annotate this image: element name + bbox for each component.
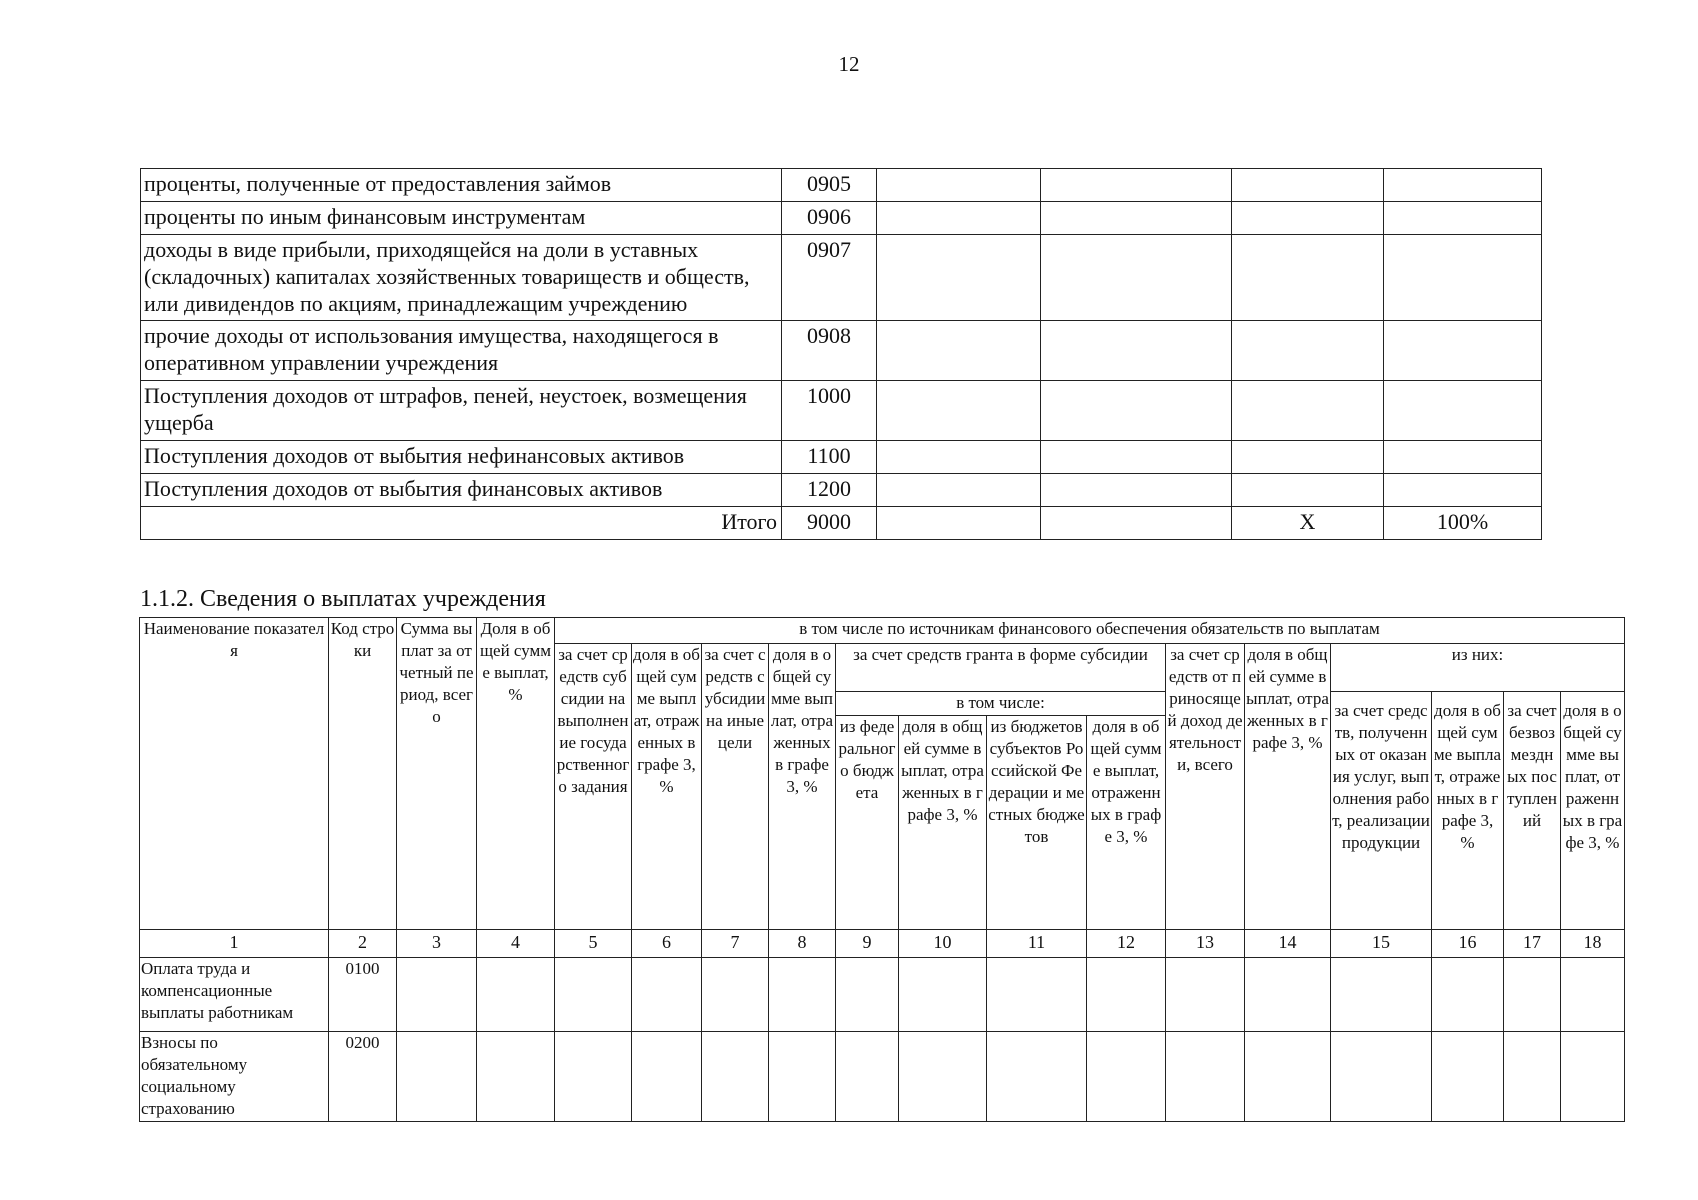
column-number: 15: [1331, 930, 1432, 958]
empty-cell: [1232, 235, 1384, 321]
header-code: Код строки: [329, 618, 397, 930]
empty-cell: [1232, 474, 1384, 507]
empty-cell: [1384, 381, 1542, 441]
row-code: 0907: [782, 235, 877, 321]
empty-cell: [1504, 958, 1561, 1032]
empty-cell: [836, 1032, 899, 1122]
table-row: [141, 381, 1542, 441]
empty-cell: [769, 958, 836, 1032]
table-row: [141, 235, 1542, 321]
column-number: 10: [899, 930, 987, 958]
header-col5: за счет средств субсидии на выполнение государственного задания: [555, 644, 632, 930]
column-number: 5: [555, 930, 632, 958]
table-row: [140, 958, 1625, 1032]
empty-cell: [1232, 202, 1384, 235]
column-number: 16: [1432, 930, 1504, 958]
total-percent: 100%: [1384, 507, 1542, 540]
empty-cell: [555, 1032, 632, 1122]
empty-cell: [1232, 381, 1384, 441]
empty-cell: [1166, 1032, 1245, 1122]
payments-table: [139, 617, 1625, 1122]
row-name: Поступления доходов от выбытия нефинансовых активов: [141, 441, 782, 474]
header-name: Наименование показателя: [140, 618, 329, 930]
empty-cell: [1041, 235, 1232, 321]
row-code: 0906: [782, 202, 877, 235]
header-col15: за счет средств, полученных от оказания услуг, выполнения работ, реализации продукции: [1331, 692, 1432, 930]
empty-cell: [836, 958, 899, 1032]
income-table: [140, 168, 1542, 540]
empty-cell: [877, 474, 1041, 507]
empty-cell: [987, 958, 1087, 1032]
row-name: Взносы по обязательному социальному страхованию: [140, 1032, 329, 1122]
empty-cell: [1384, 441, 1542, 474]
row-name: Поступления доходов от штрафов, пеней, неустоек, возмещения ущерба: [141, 381, 782, 441]
row-code: 0200: [329, 1032, 397, 1122]
table-row: [141, 321, 1542, 381]
empty-cell: [1384, 202, 1542, 235]
header-sources-group: в том числе по источникам финансового обеспечения обязательств по выплатам: [555, 618, 1625, 644]
header-col12: доля в общей сумме выплат, отраженных в графе 3, %: [1087, 716, 1166, 930]
empty-cell: [877, 507, 1041, 540]
column-number: 11: [987, 930, 1087, 958]
row-code: 0100: [329, 958, 397, 1032]
empty-cell: [1561, 1032, 1625, 1122]
empty-cell: [899, 958, 987, 1032]
row-name: прочие доходы от использования имущества, находящегося в оперативном управлении учреждения: [141, 321, 782, 381]
empty-cell: [1384, 235, 1542, 321]
column-number: 8: [769, 930, 836, 958]
section-title: 1.1.2. Сведения о выплатах учреждения: [140, 586, 546, 612]
header-of-them-group: из них:: [1331, 644, 1625, 692]
row-name: доходы в виде прибыли, приходящейся на доли в уставных (складочных) капиталах хозяйственных товариществ и обществ, или дивидендов по акциям, принадлежащим учреждению: [141, 235, 782, 321]
empty-cell: [632, 1032, 702, 1122]
empty-cell: [1166, 958, 1245, 1032]
empty-cell: [1331, 958, 1432, 1032]
row-name: проценты по иным финансовым инструментам: [141, 202, 782, 235]
table-row: [141, 441, 1542, 474]
row-code: 1000: [782, 381, 877, 441]
row-name: проценты, полученные от предоставления займов: [141, 169, 782, 202]
column-number: 1: [140, 930, 329, 958]
page-number: 12: [838, 52, 860, 76]
table-row: [141, 169, 1542, 202]
empty-cell: [1245, 1032, 1331, 1122]
empty-cell: [1041, 202, 1232, 235]
empty-cell: [769, 1032, 836, 1122]
header-col14: доля в общей сумме выплат, отраженных в графе 3, %: [1245, 644, 1331, 930]
empty-cell: [877, 202, 1041, 235]
empty-cell: [1384, 474, 1542, 507]
empty-cell: [1041, 169, 1232, 202]
header-col17: за счет безвозмездных поступлений: [1504, 692, 1561, 930]
header-col9: из федерального бюджета: [836, 716, 899, 930]
empty-cell: [877, 235, 1041, 321]
empty-cell: [1087, 1032, 1166, 1122]
empty-cell: [877, 441, 1041, 474]
empty-cell: [1087, 958, 1166, 1032]
row-code: 0905: [782, 169, 877, 202]
empty-cell: [899, 1032, 987, 1122]
column-number: 17: [1504, 930, 1561, 958]
empty-cell: [477, 958, 555, 1032]
table-row: [140, 1032, 1625, 1122]
header-col6: доля в общей сумме выплат, отраженных в графе 3, %: [632, 644, 702, 930]
empty-cell: [1041, 507, 1232, 540]
table-row: [141, 202, 1542, 235]
header-sum: Сумма выплат за отчетный период, всего: [397, 618, 477, 930]
empty-cell: [987, 1032, 1087, 1122]
row-code: 1100: [782, 441, 877, 474]
header-col16: доля в общей сумме выплат, отраженных в графе 3, %: [1432, 692, 1504, 930]
column-number: 7: [702, 930, 769, 958]
header-col13: за счет средств от приносящей доход деятельности, всего: [1166, 644, 1245, 930]
row-name: Оплата труда и компенсационные выплаты работникам: [140, 958, 329, 1032]
total-code: 9000: [782, 507, 877, 540]
column-number: 18: [1561, 930, 1625, 958]
empty-cell: [1432, 1032, 1504, 1122]
column-number: 9: [836, 930, 899, 958]
total-x-mark: X: [1232, 507, 1384, 540]
column-number: 3: [397, 930, 477, 958]
empty-cell: [1041, 441, 1232, 474]
empty-cell: [1245, 958, 1331, 1032]
empty-cell: [1232, 321, 1384, 381]
empty-cell: [555, 958, 632, 1032]
header-col8: доля в общей сумме выплат, отраженных в графе 3, %: [769, 644, 836, 930]
row-code: 0908: [782, 321, 877, 381]
column-number: 2: [329, 930, 397, 958]
empty-cell: [1432, 958, 1504, 1032]
column-number: 12: [1087, 930, 1166, 958]
empty-cell: [1504, 1032, 1561, 1122]
header-col18: доля в общей сумме выплат, отраженных в графе 3, %: [1561, 692, 1625, 930]
empty-cell: [1384, 321, 1542, 381]
empty-cell: [477, 1032, 555, 1122]
column-number: 13: [1166, 930, 1245, 958]
empty-cell: [397, 1032, 477, 1122]
empty-cell: [1041, 321, 1232, 381]
header-col11: из бюджетов субъектов Российской Федерации и местных бюджетов: [987, 716, 1087, 930]
empty-cell: [1561, 958, 1625, 1032]
empty-cell: [397, 958, 477, 1032]
header-share: Доля в общей сумме выплат, %: [477, 618, 555, 930]
empty-cell: [1041, 474, 1232, 507]
header-col7: за счет средств субсидии на иные цели: [702, 644, 769, 930]
total-label: Итого: [141, 507, 782, 540]
header-grant-group: за счет средств гранта в форме субсидии: [836, 644, 1166, 692]
empty-cell: [1384, 169, 1542, 202]
header-col10: доля в общей сумме выплат, отраженных в графе 3, %: [899, 716, 987, 930]
empty-cell: [1232, 169, 1384, 202]
empty-cell: [877, 169, 1041, 202]
row-code: 1200: [782, 474, 877, 507]
column-number: 14: [1245, 930, 1331, 958]
header-including: в том числе:: [836, 692, 1166, 716]
empty-cell: [702, 958, 769, 1032]
table-row: [141, 474, 1542, 507]
column-number: 4: [477, 930, 555, 958]
column-number: 6: [632, 930, 702, 958]
empty-cell: [702, 1032, 769, 1122]
row-name: Поступления доходов от выбытия финансовых активов: [141, 474, 782, 507]
empty-cell: [1041, 381, 1232, 441]
empty-cell: [877, 321, 1041, 381]
empty-cell: [877, 381, 1041, 441]
empty-cell: [1232, 441, 1384, 474]
empty-cell: [1331, 1032, 1432, 1122]
total-row: [141, 507, 1542, 540]
empty-cell: [632, 958, 702, 1032]
